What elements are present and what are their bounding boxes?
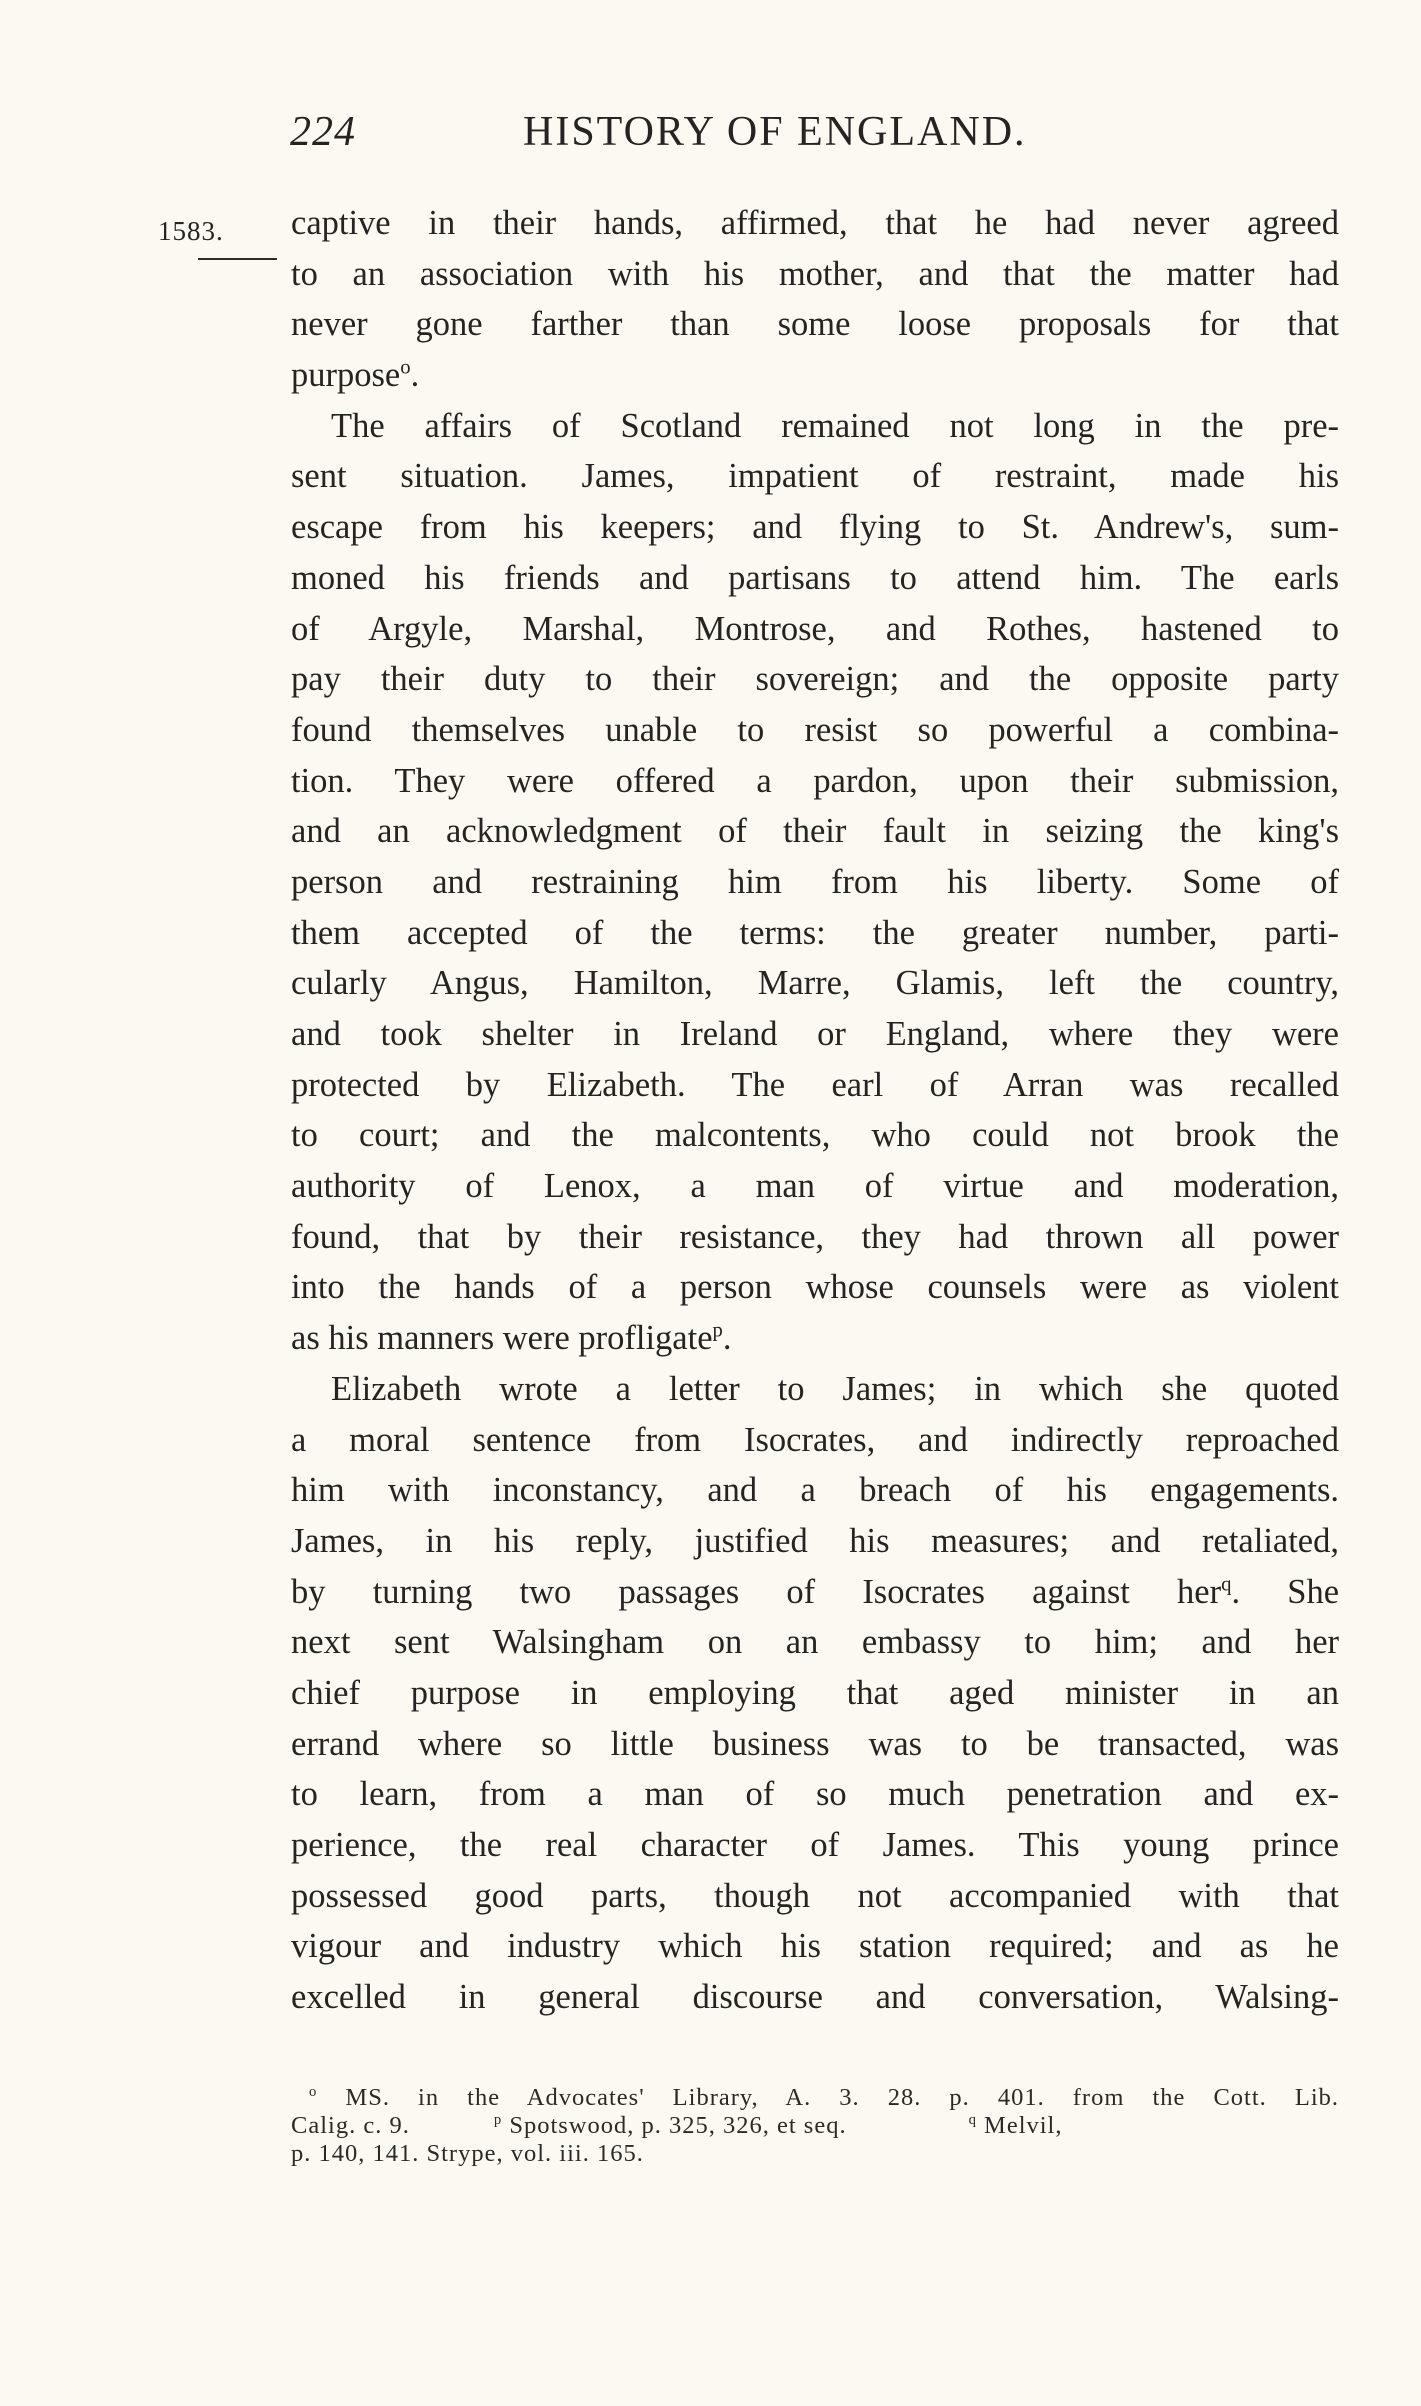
page-number: 224	[290, 109, 356, 155]
footnote-text: MS. in the Advocates' Library, A. 3. 28. p. 401. from the Cott. Lib.	[345, 2084, 1339, 2111]
text-line: and took shelter in Ireland or England, where they were	[291, 1015, 1339, 1053]
margin-year: 1583.	[158, 216, 224, 246]
note-ref-p: p	[712, 1319, 723, 1342]
text-line: excelled in general discourse and conversation, Walsing-	[291, 1978, 1339, 2017]
running-head	[290, 108, 1340, 168]
text-line: escape from his keepers; and flying to St. Andrew's, sum-	[291, 508, 1339, 547]
paragraph-start-line: Elizabeth wrote a letter to James; in which she quoted	[331, 1369, 1339, 1408]
footnote-mark-o: o	[309, 2084, 318, 2100]
text-fragment: She	[1287, 1572, 1339, 1611]
footnote-mark-p: p	[493, 2112, 503, 2128]
text-line: pay their duty to their sovereign; and the opposite party	[291, 660, 1339, 699]
footnote-line	[291, 2112, 1339, 2140]
text-fragment: by turning two passages of Isocrates against her	[291, 1572, 1222, 1611]
note-ref-period: .	[410, 356, 420, 395]
text-line: possessed good parts, though not accompanied with that	[291, 1876, 1339, 1915]
text-line: captive in their hands, affirmed, that he had never agreed	[291, 204, 1339, 242]
text-line: never gone farther than some loose proposals for that	[291, 305, 1339, 344]
text-line: sent situation. James, impatient of restraint, made his	[291, 457, 1339, 496]
text-fragment: as his manners were profligate	[291, 1319, 713, 1358]
footnote-mark-q: q	[968, 2112, 977, 2128]
footnote-q: Melvil,	[984, 2112, 1063, 2139]
body-text	[291, 198, 1339, 2023]
text-line: chief purpose in employing that aged minister in an	[291, 1673, 1339, 1712]
text-line	[291, 350, 1339, 401]
text-line: and an acknowledgment of their fault in seizing the king's	[291, 812, 1339, 851]
text-line: protected by Elizabeth. The earl of Arran was recalled	[291, 1065, 1339, 1104]
text-line: to an association with his mother, and that the matter had	[291, 254, 1339, 293]
margin-rule	[198, 258, 277, 260]
text-line: of Argyle, Marshal, Montrose, and Rothes, hastened to	[291, 609, 1339, 648]
text-line: to learn, from a man of so much penetration and ex-	[291, 1775, 1339, 1814]
note-ref-o: o	[400, 356, 411, 379]
text-line: to court; and the malcontents, who could not brook the	[291, 1116, 1339, 1155]
text-line: vigour and industry which his station required; and as he	[291, 1927, 1339, 1966]
footnote-p: Spotswood, p. 325, 326, et seq.	[509, 2112, 847, 2139]
text-line: errand where so little business was to be transacted, was	[291, 1724, 1339, 1763]
text-fragment: purpose	[291, 356, 401, 395]
footnote-text: Calig. c. 9.	[291, 2112, 410, 2139]
text-line: cularly Angus, Hamilton, Marre, Glamis, left the country,	[291, 964, 1339, 1003]
text-line: perience, the real character of James. This young prince	[291, 1826, 1339, 1864]
footnote-line: p. 140, 141. Strype, vol. iii. 165.	[291, 2140, 644, 2167]
text-line: found themselves unable to resist so powerful a combina-	[291, 710, 1339, 749]
paragraph-start-line: The affairs of Scotland remained not long in the pre-	[331, 406, 1339, 445]
text-line	[291, 1313, 1339, 1364]
text-line: them accepted of the terms: the greater number, parti-	[291, 913, 1339, 952]
note-ref-period: .	[1231, 1572, 1241, 1611]
text-line: found, that by their resistance, they had thrown all power	[291, 1217, 1339, 1256]
text-line: into the hands of a person whose counsels were as violent	[291, 1268, 1339, 1307]
footnote-o	[291, 2084, 1339, 2112]
text-line: authority of Lenox, a man of virtue and moderation,	[291, 1167, 1339, 1206]
text-line: him with inconstancy, and a breach of his engagements.	[291, 1471, 1339, 1510]
text-line: person and restraining him from his liberty. Some of	[291, 862, 1339, 901]
note-ref-period: .	[722, 1319, 732, 1358]
text-line: next sent Walsingham on an embassy to him; and her	[291, 1623, 1339, 1662]
text-line: moned his friends and partisans to attend him. The earls	[291, 558, 1339, 597]
text-line: James, in his reply, justified his measures; and retaliated,	[291, 1521, 1339, 1560]
text-line: tion. They were offered a pardon, upon their submission,	[291, 761, 1339, 800]
text-line: a moral sentence from Isocrates, and indirectly reproached	[291, 1420, 1339, 1459]
footnotes	[291, 2084, 1339, 2168]
note-ref-q: q	[1221, 1573, 1232, 1596]
text-line	[291, 1567, 1339, 1618]
page-title: HISTORY OF ENGLAND.	[523, 109, 1027, 155]
